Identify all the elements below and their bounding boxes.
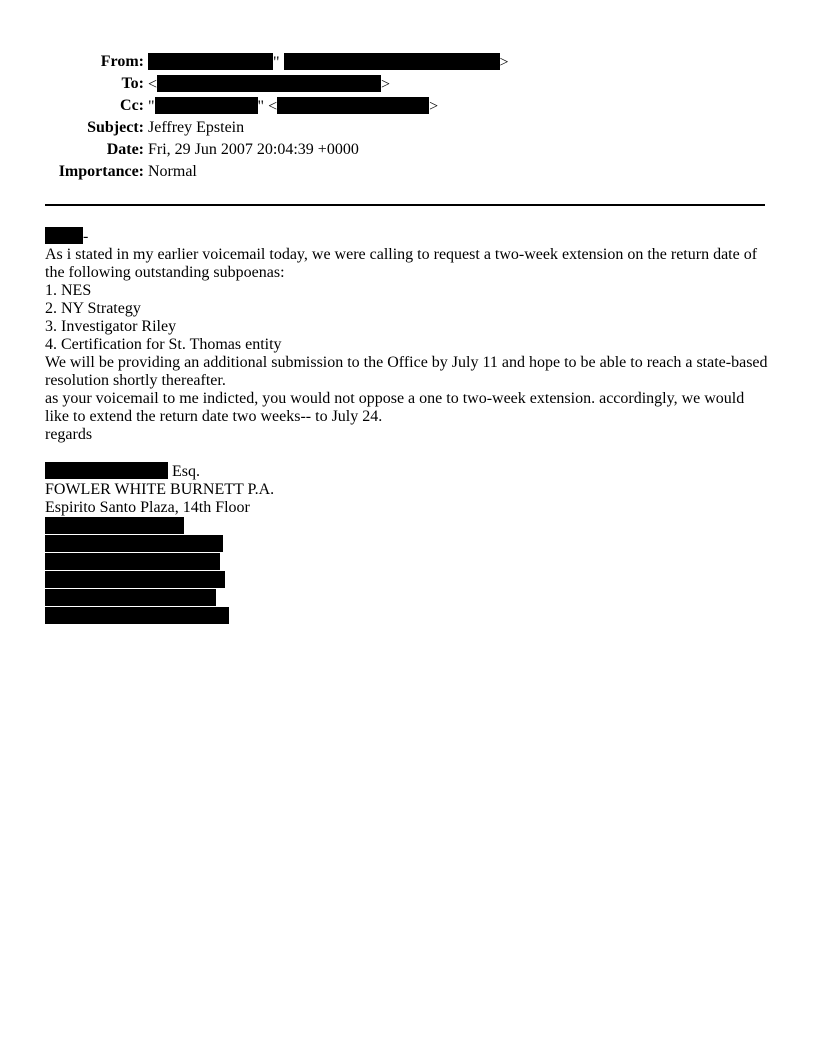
header-divider bbox=[45, 204, 765, 206]
redaction-box bbox=[45, 571, 225, 588]
date-row bbox=[0, 141, 816, 163]
to-close: > bbox=[381, 76, 391, 93]
redaction-box bbox=[284, 53, 500, 70]
signature-redacted-line bbox=[45, 589, 770, 607]
signature-address-1: Espirito Santo Plaza, 14th Floor bbox=[45, 499, 250, 516]
redaction-box bbox=[155, 97, 258, 114]
importance-label: Importance: bbox=[58, 163, 144, 180]
importance-row bbox=[0, 163, 816, 185]
redaction-box bbox=[148, 53, 273, 70]
to-value bbox=[148, 75, 390, 94]
closing: regards bbox=[45, 426, 93, 443]
subject-label: Subject: bbox=[87, 119, 144, 136]
paragraph-2: We will be providing an additional submission to the Office by July 11 and hope to be able to reach a state-based resolution shortly thereafter. bbox=[45, 354, 768, 389]
subpoena-item-4: 4. Certification for St. Thomas entity bbox=[45, 336, 282, 353]
signature-firm: FOWLER WHITE BURNETT P.A. bbox=[45, 481, 275, 498]
cc-row bbox=[0, 97, 816, 119]
signature-redacted-line bbox=[45, 607, 770, 625]
date-value: Fri, 29 Jun 2007 20:04:39 +0000 bbox=[148, 141, 359, 158]
redaction-box bbox=[157, 75, 381, 92]
email-body bbox=[45, 227, 770, 625]
to-label: To: bbox=[121, 75, 144, 92]
importance-value: Normal bbox=[148, 163, 197, 180]
subject-value: Jeffrey Epstein bbox=[148, 119, 245, 136]
paragraph-1: As i stated in my earlier voicemail today, we were calling to request a two-week extension on the return date of the following outstanding subpoenas: bbox=[45, 246, 758, 281]
from-row bbox=[0, 53, 816, 75]
redaction-box bbox=[45, 462, 168, 479]
subpoena-item-2: 2. NY Strategy bbox=[45, 300, 141, 317]
signature-name bbox=[45, 462, 770, 481]
date-label: Date: bbox=[106, 141, 144, 158]
from-label: From: bbox=[100, 53, 144, 70]
greeting-suffix: - bbox=[83, 228, 89, 245]
to-open: < bbox=[148, 76, 158, 93]
subject-row bbox=[0, 119, 816, 141]
email-header bbox=[0, 53, 816, 185]
signature-redacted-line bbox=[45, 535, 770, 553]
redaction-box bbox=[45, 607, 229, 624]
redaction-box bbox=[45, 535, 223, 552]
signature-redacted-line bbox=[45, 571, 770, 589]
signature-redacted-line bbox=[45, 553, 770, 571]
redaction-box bbox=[277, 97, 429, 114]
cc-label: Cc: bbox=[120, 97, 144, 114]
redaction-box bbox=[45, 227, 83, 244]
redaction-box bbox=[45, 589, 216, 606]
subpoena-item-3: 3. Investigator Riley bbox=[45, 318, 177, 335]
subpoena-item-1: 1. NES bbox=[45, 282, 92, 299]
cc-close: > bbox=[429, 98, 439, 115]
blank-line bbox=[45, 444, 770, 462]
signature-name-suffix: Esq. bbox=[168, 463, 200, 480]
cc-sep: " < bbox=[257, 98, 278, 115]
to-row bbox=[0, 75, 816, 97]
cc-value bbox=[148, 97, 438, 116]
greeting bbox=[45, 227, 770, 246]
from-quote: " bbox=[273, 54, 280, 71]
redaction-box bbox=[45, 553, 220, 570]
signature-redacted-line bbox=[45, 517, 770, 535]
from-value bbox=[148, 53, 509, 72]
paragraph-3: as your voicemail to me indicted, you would not oppose a one to two-week extension. accordingly, we would like to extend the return date two weeks-- to July 24. bbox=[45, 390, 745, 425]
redaction-box bbox=[45, 517, 184, 534]
from-close: > bbox=[499, 54, 509, 71]
cc-open-quote: " bbox=[148, 98, 155, 115]
signature-block bbox=[45, 462, 770, 625]
